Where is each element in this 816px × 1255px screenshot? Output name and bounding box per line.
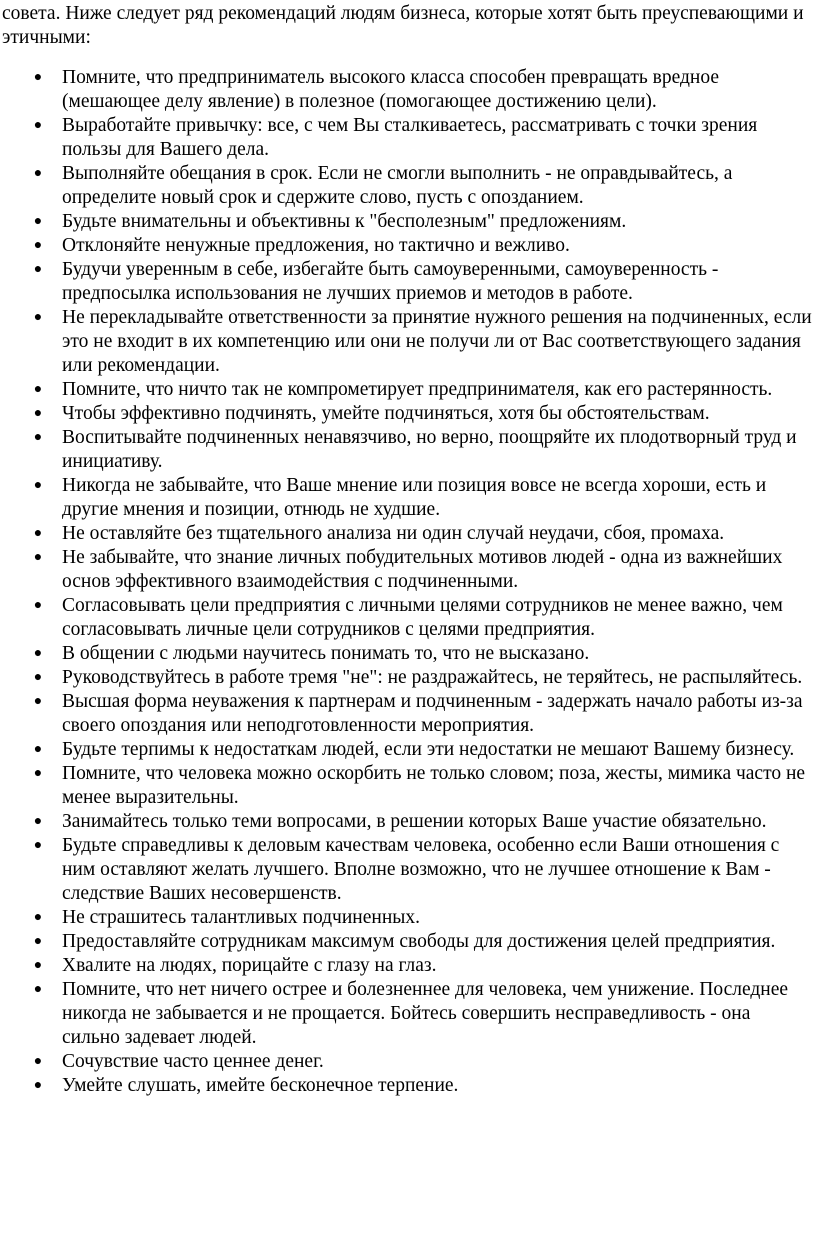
list-item [33, 426, 812, 474]
list-item-text: Выполняйте обещания в срок. Если не смогли выполнить - не оправдывайтесь, а определите новый срок и сдержите слово, пусть с опозданием. [62, 163, 733, 208]
list-item [33, 258, 812, 306]
bullet-icon: ● [33, 694, 43, 709]
list-item-text: Не страшитесь талантливых подчиненных. [62, 907, 420, 928]
bullet-icon: ● [33, 478, 43, 493]
list-item [33, 210, 812, 234]
bullet-icon: ● [33, 838, 43, 853]
intro-paragraph: совета. Ниже следует ряд рекомендаций людям бизнеса, которые хотят быть преуспевающими и этичными: [2, 3, 804, 48]
list-item-text: Выработайте привычку: все, с чем Вы сталкиваетесь, рассматривать с точки зрения пользы для Вашего дела. [62, 115, 758, 160]
list-item [33, 378, 812, 402]
bullet-icon: ● [33, 310, 43, 325]
list-item-text: Будучи уверенным в себе, избегайте быть самоуверенными, самоуверенность - предпосылка использования не лучших приемов и методов в работе. [62, 259, 719, 304]
bullet-icon: ● [33, 742, 43, 757]
list-item-text: Руководствуйтесь в работе тремя "не": не раздражайтесь, не теряйтесь, не распыляйтесь. [62, 667, 803, 688]
bullet-icon: ● [33, 958, 43, 973]
list-item-text: Помните, что предприниматель высокого класса способен превращать вредное (мешающее делу явление) в полезное (помогающее достижению цели). [62, 67, 719, 112]
list-item-text: Никогда не забывайте, что Ваше мнение или позиция вовсе не всегда хороши, есть и другие мнения и позиции, отнюдь не худшие. [62, 475, 767, 520]
list-item [33, 402, 812, 426]
list-item [33, 810, 812, 834]
list-item-text: Будьте внимательны и объективны к "бесполезным" предложениям. [62, 211, 627, 232]
list-item-text: Сочувствие часто ценнее денег. [62, 1051, 324, 1072]
bullet-icon: ● [33, 910, 43, 925]
bullet-icon: ● [33, 1078, 43, 1093]
list-item [33, 978, 812, 1050]
bullet-icon: ● [33, 118, 43, 133]
list-item-text: Помните, что ничто так не компрометирует предпринимателя, как его растерянность. [62, 379, 773, 400]
bullet-icon: ● [33, 982, 43, 997]
list-item [33, 306, 812, 378]
list-item [33, 234, 812, 258]
list-item [33, 546, 812, 594]
list-item [33, 162, 812, 210]
list-item [33, 1050, 812, 1074]
bullet-icon: ● [33, 166, 43, 181]
bullet-icon: ● [33, 814, 43, 829]
list-item [33, 690, 812, 738]
bullet-icon: ● [33, 262, 43, 277]
list-item-text: Будьте справедливы к деловым качествам человека, особенно если Ваши отношения с ним оставляют желать лучшего. Вполне возможно, что не лучшее отношение к Вам - следствие Ваших несовершенств. [62, 835, 780, 904]
bullet-icon: ● [33, 430, 43, 445]
list-item [33, 738, 812, 762]
bullet-icon: ● [33, 526, 43, 541]
bullet-icon: ● [33, 238, 43, 253]
list-item [33, 1074, 812, 1098]
bullet-icon: ● [33, 214, 43, 229]
list-item-text: Умейте слушать, имейте бесконечное терпение. [62, 1075, 459, 1096]
bullet-icon: ● [33, 1054, 43, 1069]
list-item [33, 906, 812, 930]
bullet-icon: ● [33, 670, 43, 685]
list-item-text: Не перекладывайте ответственности за принятие нужного решения на подчиненных, если это не входит в их компетенцию или они не получи ли от Вас соответствующего задания или рекомендации. [62, 307, 812, 376]
bullet-icon: ● [33, 382, 43, 397]
list-item-text: Не оставляйте без тщательного анализа ни один случай неудачи, сбоя, промаха. [62, 523, 725, 544]
list-item-text: Будьте терпимы к недостаткам людей, если эти недостатки не мешают Вашему бизнесу. [62, 739, 795, 760]
list-item [33, 666, 812, 690]
bullet-icon: ● [33, 550, 43, 565]
list-item-text: Помните, что человека можно оскорбить не только словом; поза, жесты, мимика часто не менее выразительны. [62, 763, 806, 808]
bullet-icon: ● [33, 934, 43, 949]
list-item-text: Воспитывайте подчиненных ненавязчиво, но верно, поощряйте их плодотворный труд и инициативу. [62, 427, 797, 472]
list-item [33, 66, 812, 114]
list-item [33, 834, 812, 906]
list-item-text: Занимайтесь только теми вопросами, в решении которых Ваше участие обязательно. [62, 811, 767, 832]
list-item-text: Отклоняйте ненужные предложения, но тактично и вежливо. [62, 235, 570, 256]
list-item [33, 930, 812, 954]
bullet-icon: ● [33, 406, 43, 421]
list-item-text: Не забывайте, что знание личных побудительных мотивов людей - одна из важнейших основ эффективного взаимодействия с подчиненными. [62, 547, 783, 592]
list-item-text: Хвалите на людях, порицайте с глазу на глаз. [62, 955, 437, 976]
recommendations-list [0, 66, 816, 1098]
list-item [33, 522, 812, 546]
list-item [33, 594, 812, 642]
list-item [33, 954, 812, 978]
list-item-text: Чтобы эффективно подчинять, умейте подчиняться, хотя бы обстоятельствам. [62, 403, 710, 424]
list-item [33, 114, 812, 162]
bullet-icon: ● [33, 598, 43, 613]
list-item [33, 762, 812, 810]
bullet-icon: ● [33, 766, 43, 781]
list-item [33, 642, 812, 666]
list-item [33, 474, 812, 522]
list-item-text: Предоставляйте сотрудникам максимум свободы для достижения целей предприятия. [62, 931, 776, 952]
list-item-text: Высшая форма неуважения к партнерам и подчиненным - задержать начало работы из-за своего опоздания или неподготовленности мероприятия. [62, 691, 803, 736]
bullet-icon: ● [33, 70, 43, 85]
bullet-icon: ● [33, 646, 43, 661]
list-item-text: Согласовывать цели предприятия с личными целями сотрудников не менее важно, чем согласовывать личные цели сотрудников с целями предприятия. [62, 595, 783, 640]
list-item-text: Помните, что нет ничего острее и болезненнее для человека, чем унижение. Последнее никогда не забывается и не прощается. Бойтесь совершить несправедливость - она сильно задевает людей. [62, 979, 789, 1048]
list-item-text: В общении с людьми научитесь понимать то, что не высказано. [62, 643, 590, 664]
